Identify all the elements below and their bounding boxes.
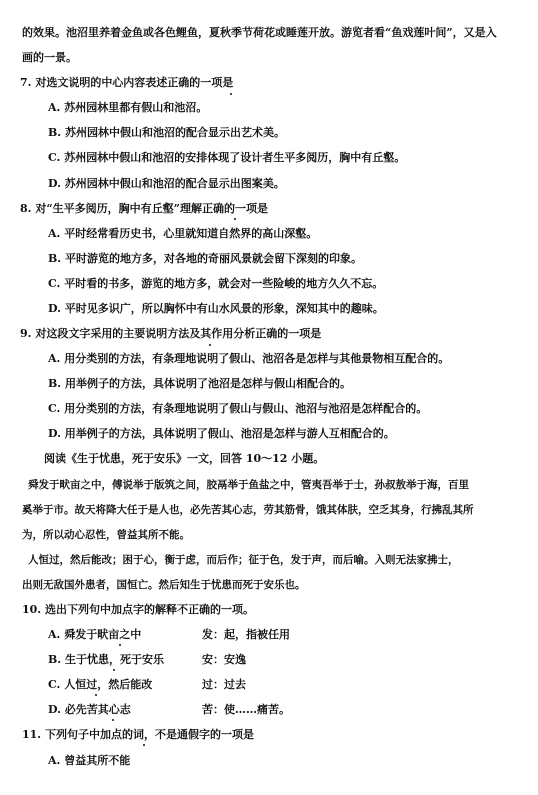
passage-line-2: 奚举于市。故天将降大任于是人也，必先苦其心志，劳其筋骨，饿其体肤，空乏其身，行拂乱其所: [22, 504, 474, 516]
emphasis-dot: [112, 719, 114, 721]
q10-option-c-explanation: 过：过去: [202, 678, 246, 691]
q7-option-d: D. 苏州园林中假山和池沼的配合显示出图案美。: [48, 177, 285, 190]
emphasis-dot: [143, 744, 145, 746]
q7-option-c: C. 苏州园林中假山和池沼的安排体现了设计者生平多阅历，胸中有丘壑。: [48, 151, 406, 164]
q7-option-b: B. 苏州园林中假山和池沼的配合显示出艺术美。: [48, 126, 285, 139]
q10-option-d-explanation: 苦：使……痛苦。: [202, 703, 290, 716]
q9-option-b: B. 用举例子的方法，具体说明了池沼是怎样与假山相配合的。: [48, 377, 351, 390]
emphasis-dot: [95, 694, 97, 696]
passage-line-4: 人恒过，然后能改；困于心，衡于虑，而后作；征于色，发于声，而后喻。入则无法家拂士，: [28, 554, 459, 566]
q7-stem: 7. 对选文说明的中心内容表述正确的一项是: [20, 76, 234, 89]
q10-option-c-sentence: C. 人恒过，然后能改: [48, 678, 153, 691]
q10-option-a-explanation: 发：起，指被任用: [202, 628, 290, 641]
q10-option-a-sentence: A. 舜发于畎亩之中: [48, 628, 142, 641]
q9-stem: 9. 对这段文字采用的主要说明方法及其作用分析正确的一项是: [20, 327, 322, 340]
q8-option-c: C. 平时看的书多，游览的地方多，就会对一些险峻的地方久久不忘。: [48, 277, 384, 290]
q11-option-a: A. 曾益其所不能: [48, 754, 131, 767]
q10-stem: 10. 选出下列句中加点字的解释不正确的一项。: [22, 603, 254, 616]
q9-option-d: D. 用举例子的方法，具体说明了假山、池沼是怎样与游人互相配合的。: [48, 427, 395, 440]
q8-option-b: B. 平时游览的地方多，对各地的奇丽风景就会留下深刻的印象。: [48, 252, 362, 265]
passage-line-1: 舜发于畎亩之中，傅说举于版筑之间，胶鬲举于鱼盐之中，管夷吾举于士，孙叔敖举于海，百里: [28, 479, 469, 491]
intro-line-2: 画的一景。: [22, 51, 77, 64]
emphasis-dot: [230, 93, 232, 95]
q8-stem: 8. 对“生平多阅历，胸中有丘壑”理解正确的一项是: [20, 202, 268, 215]
intro-line-1: 的效果。池沼里养着金鱼或各色鲤鱼，夏秋季节荷花或睡莲开放。游览者看“鱼戏莲叶间”，又是入: [22, 26, 497, 39]
q9-option-c: C. 用分类别的方法，有条理地说明了假山与假山、池沼与池沼是怎样配合的。: [48, 402, 428, 415]
q10-option-b-sentence: B. 生于忧患，死于安乐: [48, 653, 164, 666]
q10-option-d-sentence: D. 必先苦其心志: [48, 703, 131, 716]
q11-stem: 11. 下列句子中加点的词，不是通假字的一项是: [22, 728, 254, 741]
emphasis-dot: [209, 344, 211, 346]
reading-intro: 阅读《生于忧患，死于安乐》一文，回答 10～12 小题。: [44, 452, 325, 465]
emphasis-dot: [119, 644, 121, 646]
q10-option-b-explanation: 安：安逸: [202, 653, 246, 666]
emphasis-dot: [113, 669, 115, 671]
q8-option-d: D. 平时见多识广，所以胸怀中有山水风景的形象，深知其中的趣味。: [48, 302, 384, 315]
passage-line-3: 为，所以动心忍性，曾益其所不能。: [22, 529, 190, 541]
emphasis-dot: [234, 218, 236, 220]
passage-line-5: 出则无敌国外患者，国恒亡。然后知生于忧患而死于安乐也。: [22, 579, 306, 591]
q7-option-a: A. 苏州园林里都有假山和池沼。: [48, 101, 208, 114]
q9-option-a: A. 用分类别的方法，有条理地说明了假山、池沼各是怎样与其他景物相互配合的。: [48, 352, 450, 365]
q8-option-a: A. 平时经常看历史书，心里就知道自然界的高山深壑。: [48, 227, 318, 240]
